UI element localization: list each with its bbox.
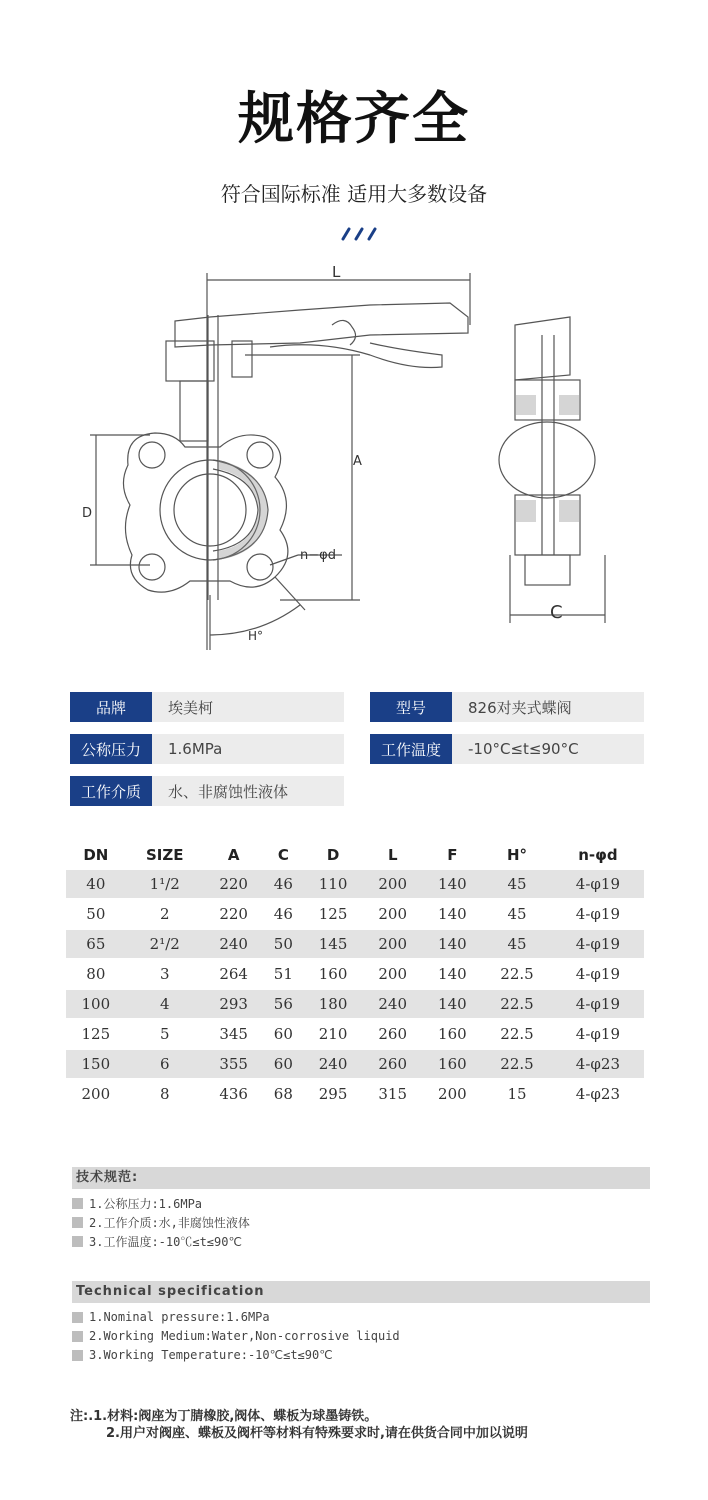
table-cell: 315 bbox=[378, 1085, 408, 1103]
table-cell: 200 bbox=[438, 1085, 467, 1103]
table-cell: 15 bbox=[507, 1085, 527, 1103]
table-row bbox=[66, 1018, 644, 1050]
table-cell: 145 bbox=[303, 930, 363, 958]
table-cell: 50 bbox=[263, 930, 303, 958]
tech-spec-cn-line bbox=[72, 1213, 650, 1231]
col-header: DN bbox=[83, 846, 109, 864]
table-row bbox=[66, 990, 644, 1018]
table-cell: 51 bbox=[273, 965, 293, 983]
table-cell: 80 bbox=[86, 965, 106, 983]
table-cell: 4-φ23 bbox=[575, 1085, 620, 1103]
dim-label-nd: n−φd bbox=[300, 548, 336, 563]
dimensions-table bbox=[66, 840, 644, 1110]
spec-value: 埃美柯 bbox=[152, 692, 344, 722]
tech-spec-en bbox=[72, 1281, 650, 1364]
col-header: n-φd bbox=[578, 846, 618, 864]
spec-label: 工作温度 bbox=[370, 734, 452, 764]
table-cell: 22.5 bbox=[500, 965, 534, 983]
spec-model bbox=[370, 692, 644, 722]
table-cell: 240 bbox=[363, 990, 423, 1018]
table-cell: 140 bbox=[438, 965, 467, 983]
tech-line-text: 1.Nominal pressure:1.6MPa bbox=[89, 1310, 270, 1324]
spec-brand bbox=[70, 692, 344, 722]
table-cell: 200 bbox=[363, 930, 423, 958]
table-cell: 355 bbox=[204, 1050, 264, 1078]
table-cell: 5 bbox=[159, 1025, 170, 1043]
table-cell: 295 bbox=[318, 1085, 348, 1103]
table-cell: 100 bbox=[66, 990, 126, 1018]
table-cell: 45 bbox=[482, 870, 552, 898]
table-cell: 220 bbox=[204, 870, 264, 898]
table-cell: 2 bbox=[159, 905, 170, 923]
table-cell: 160 bbox=[438, 1025, 467, 1043]
table-cell: 45 bbox=[507, 905, 527, 923]
table-cell: 60 bbox=[273, 1025, 293, 1043]
note-line-1: 注:.1.材料:阀座为丁腈橡胶,阀体、蝶板为球墨铸铁。 bbox=[70, 1409, 378, 1424]
spec-row-2 bbox=[70, 734, 648, 764]
table-cell: 65 bbox=[66, 930, 126, 958]
table-cell: 60 bbox=[263, 1050, 303, 1078]
table-cell: 50 bbox=[86, 905, 106, 923]
decorative-slashes-icon bbox=[339, 226, 381, 242]
table-cell: 140 bbox=[423, 990, 483, 1018]
col-header: D bbox=[326, 846, 340, 864]
table-cell: 200 bbox=[378, 965, 408, 983]
bullet-square-icon bbox=[72, 1312, 83, 1323]
table-cell: 200 bbox=[378, 905, 408, 923]
bullet-square-icon bbox=[72, 1236, 83, 1247]
dim-label-a: A bbox=[353, 454, 362, 469]
tech-spec-cn bbox=[72, 1167, 650, 1250]
table-cell: 4-φ19 bbox=[575, 965, 620, 983]
table-cell: 160 bbox=[423, 1050, 483, 1078]
table-row bbox=[66, 930, 644, 958]
table-cell: 4-φ19 bbox=[552, 990, 644, 1018]
table-cell: 200 bbox=[363, 870, 423, 898]
spec-label: 公称压力 bbox=[70, 734, 152, 764]
table-cell: 56 bbox=[263, 990, 303, 1018]
table-row bbox=[66, 958, 644, 990]
tech-spec-en-line bbox=[72, 1346, 650, 1364]
table-cell: 220 bbox=[219, 905, 248, 923]
tech-spec-cn-line bbox=[72, 1232, 650, 1250]
table-cell: 4-φ19 bbox=[575, 1025, 620, 1043]
table-cell: 1¹/2 bbox=[126, 870, 204, 898]
table-cell: 125 bbox=[318, 905, 348, 923]
table-cell: 46 bbox=[273, 905, 293, 923]
table-cell: 150 bbox=[66, 1050, 126, 1078]
bullet-square-icon bbox=[72, 1331, 83, 1342]
table-cell: 4-φ19 bbox=[552, 930, 644, 958]
page-title: 规格齐全 bbox=[238, 87, 470, 152]
tech-line-text: 1.公称压力:1.6MPa bbox=[89, 1196, 203, 1211]
dim-label-h: H° bbox=[248, 629, 264, 643]
table-row bbox=[66, 1050, 644, 1078]
table-cell: 293 bbox=[204, 990, 264, 1018]
table-cell: 210 bbox=[318, 1025, 348, 1043]
dim-label-l: L bbox=[332, 263, 341, 281]
spec-label: 型号 bbox=[370, 692, 452, 722]
table-cell: 160 bbox=[318, 965, 348, 983]
table-cell: 260 bbox=[378, 1025, 408, 1043]
spec-label: 品牌 bbox=[70, 692, 152, 722]
valve-technical-drawing bbox=[70, 255, 650, 660]
table-cell: 6 bbox=[126, 1050, 204, 1078]
bullet-square-icon bbox=[72, 1350, 83, 1361]
spec-value: 1.6MPa bbox=[152, 734, 344, 764]
spec-value: -10°C≤t≤90°C bbox=[452, 734, 644, 764]
table-cell: 46 bbox=[263, 870, 303, 898]
col-header: F bbox=[447, 846, 458, 864]
spec-temperature bbox=[370, 734, 644, 764]
table-cell: 264 bbox=[219, 965, 248, 983]
spec-value: 826对夹式蝶阀 bbox=[452, 692, 644, 722]
table-cell: 45 bbox=[482, 930, 552, 958]
col-header: A bbox=[227, 846, 240, 864]
dim-label-c: C bbox=[550, 602, 563, 623]
tech-line-text: 3.Working Temperature:-10℃≤t≤90℃ bbox=[89, 1348, 333, 1362]
spec-value: 水、非腐蚀性液体 bbox=[152, 776, 344, 806]
table-cell: 140 bbox=[423, 870, 483, 898]
table-cell: 68 bbox=[273, 1085, 293, 1103]
table-row bbox=[66, 870, 644, 898]
page-subtitle: 符合国际标准 适用大多数设备 bbox=[220, 182, 488, 206]
table-row bbox=[66, 1078, 644, 1110]
table-cell: 22.5 bbox=[500, 1025, 534, 1043]
table-cell: 40 bbox=[66, 870, 126, 898]
table-cell: 140 bbox=[438, 905, 467, 923]
tech-line-text: 2.工作介质:水,非腐蚀性液体 bbox=[89, 1215, 250, 1230]
table-header-row bbox=[66, 840, 644, 870]
tech-line-text: 2.Working Medium:Water,Non-corrosive liquid bbox=[89, 1329, 400, 1343]
table-cell: 240 bbox=[204, 930, 264, 958]
table-cell: 180 bbox=[303, 990, 363, 1018]
bullet-square-icon bbox=[72, 1198, 83, 1209]
table-cell: 436 bbox=[219, 1085, 248, 1103]
table-cell: 4-φ19 bbox=[575, 905, 620, 923]
tech-spec-en-line bbox=[72, 1327, 650, 1345]
notes bbox=[70, 1408, 680, 1442]
table-cell: 2¹/2 bbox=[126, 930, 204, 958]
tech-spec-cn-heading: 技术规范: bbox=[72, 1167, 650, 1189]
col-header: C bbox=[277, 846, 289, 864]
tech-spec-en-heading: Technical specification bbox=[72, 1281, 650, 1303]
table-cell: 200 bbox=[81, 1085, 111, 1103]
table-cell: 4 bbox=[126, 990, 204, 1018]
table-cell: 22.5 bbox=[482, 990, 552, 1018]
table-cell: 8 bbox=[159, 1085, 170, 1103]
table-row bbox=[66, 898, 644, 930]
spec-row-1 bbox=[70, 692, 648, 722]
col-header: L bbox=[387, 846, 398, 864]
tech-line-text: 3.工作温度:-10℃≤t≤90℃ bbox=[89, 1234, 242, 1249]
col-header: SIZE bbox=[145, 846, 184, 864]
spec-pressure bbox=[70, 734, 344, 764]
bullet-square-icon bbox=[72, 1217, 83, 1228]
spec-medium bbox=[70, 776, 344, 806]
table-cell: 3 bbox=[159, 965, 170, 983]
table-cell: 4-φ19 bbox=[552, 870, 644, 898]
table-cell: 125 bbox=[81, 1025, 111, 1043]
spec-label: 工作介质 bbox=[70, 776, 152, 806]
tech-spec-en-line bbox=[72, 1308, 650, 1326]
spec-row-3 bbox=[70, 776, 648, 806]
table-cell: 110 bbox=[303, 870, 363, 898]
table-cell: 140 bbox=[423, 930, 483, 958]
dim-label-d: D bbox=[82, 506, 93, 521]
table-cell: 240 bbox=[303, 1050, 363, 1078]
note-line-2: 2.用户对阀座、蝶板及阀杆等材料有特殊要求时,请在供货合同中加以说明 bbox=[106, 1426, 528, 1441]
table-cell: 260 bbox=[363, 1050, 423, 1078]
table-cell: 22.5 bbox=[482, 1050, 552, 1078]
table-cell: 4-φ23 bbox=[552, 1050, 644, 1078]
tech-spec-cn-line bbox=[72, 1194, 650, 1212]
table-cell: 345 bbox=[219, 1025, 248, 1043]
col-header: H° bbox=[506, 846, 528, 864]
